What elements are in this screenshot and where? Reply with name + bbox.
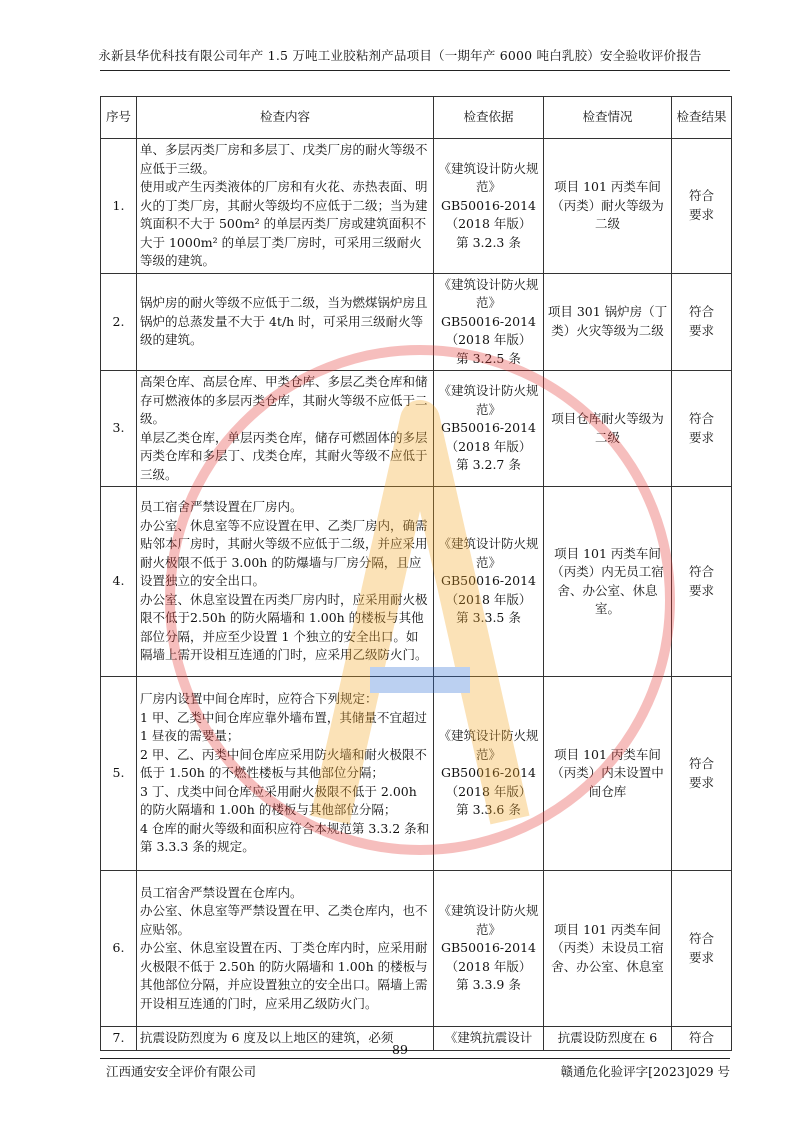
check-result: [672, 487, 732, 677]
check-basis-text: GB50016-2014: [441, 197, 536, 213]
check-basis-text: 第 3.2.5 条: [456, 350, 521, 366]
check-status: [544, 871, 672, 1027]
check-status-text: 项目 101 丙类车间（丙类）内无员工宿舍、办公室、休息室。: [551, 545, 664, 616]
check-basis-text: 《建筑抗震设计: [444, 1030, 533, 1046]
check-content-text: 1 甲、乙类中间仓库应靠外墙布置，其储量不宜超过 1 昼夜的需要量；: [140, 709, 427, 744]
check-basis-text: GB50016-2014: [441, 313, 536, 329]
col-header-content: 检查内容: [137, 97, 434, 139]
col-header-status: 检查情况: [544, 97, 672, 139]
check-basis-text: （2018 年版）: [445, 783, 532, 799]
check-basis-text: GB50016-2014: [441, 573, 536, 589]
check-basis: [434, 871, 544, 1027]
check-content-text: 办公室、休息室等不应设置在甲、乙类厂房内，确需贴邻本厂房时，其耐火等级不应低于二级，并应采用耐火极限不低于 3.00h 的防爆墙与厂房分隔，且应设置独立的安全出口。: [140, 517, 428, 589]
check-result-text: 要求: [688, 774, 714, 790]
footer-divider: [100, 1058, 730, 1059]
check-result-text: 符合: [688, 188, 714, 204]
check-basis: [434, 677, 544, 871]
check-basis-text: （2018 年版）: [445, 958, 532, 974]
check-result: [672, 677, 732, 871]
check-content-text: 办公室、休息室设置在丙类厂房内时，应采用耐火极限不低于2.50h 的防火隔墙和 1.00h 的楼板与其他部位分隔，并应至少设置 1 个独立的安全出口。如隔墙上需开设相互连通的门时，应采用乙级防火门。: [140, 591, 428, 663]
check-basis-text: （2018 年版）: [445, 591, 532, 607]
row-number: 7.: [101, 1027, 137, 1051]
check-content-text: 4 仓库的耐火等级和面积应符合本规范第 3.3.2 条和第 3.3.3 条的规定。: [140, 820, 430, 855]
check-content: [137, 139, 434, 274]
check-result-text: 要求: [688, 582, 714, 598]
header-divider: [100, 70, 730, 71]
check-basis-text: 《建筑设计防火规范》: [438, 383, 539, 417]
check-result-text: 要求: [688, 322, 714, 338]
check-basis-text: 《建筑设计防火规范》: [438, 903, 539, 937]
check-content-text: 3 丁、戊类中间仓库应采用耐火极限不低于 2.00h 的防火隔墙和 1.00h 的楼板与其他部位分隔；: [140, 783, 417, 818]
check-content-text: 单、多层丙类厂房和多层丁、戊类厂房的耐火等级不应低于三级。: [140, 142, 428, 176]
footer-company: 江西通安安全评价有限公司: [106, 1064, 257, 1079]
check-basis: [434, 371, 544, 487]
check-basis-text: 《建筑设计防火规范》: [438, 276, 539, 310]
check-content-text: 办公室、休息室等严禁设置在甲、乙类仓库内，也不应贴邻。: [140, 903, 428, 937]
check-content-text: 锅炉房的耐火等级不应低于二级，当为燃煤锅炉房且锅炉的总蒸发量不大于 4t/h 时，可采用三级耐火等级的建筑。: [140, 295, 428, 347]
check-basis-text: 《建筑设计防火规范》: [438, 536, 539, 570]
check-status-text: 项目 101 丙类车间（丙类）内未设置中间仓库: [551, 746, 664, 799]
check-status: [544, 487, 672, 677]
check-result-text: 要求: [688, 949, 714, 965]
check-result-text: 要求: [688, 206, 714, 222]
check-content-text: 使用或产生丙类液体的厂房和有火花、赤热表面、明火的丁类厂房，其耐火等级均不应低于二级；当为建筑面积不大于 500m² 的单层丙类厂房或建筑面积不大于 1000m² 的单层丁类厂房时，可采用三级耐火等级的建筑。: [140, 179, 428, 268]
check-basis-text: 第 3.3.9 条: [456, 977, 521, 993]
check-status: [544, 139, 672, 274]
col-header-basis: 检查依据: [434, 97, 544, 139]
check-content: [137, 677, 434, 871]
check-content: [137, 273, 434, 371]
check-basis: [434, 273, 544, 371]
check-basis: [434, 487, 544, 677]
check-result-text: 符合: [688, 756, 714, 771]
check-status-text: 抗震设防烈度在 6: [557, 1030, 658, 1046]
row-number: 3.: [101, 371, 137, 487]
check-basis-text: GB50016-2014: [441, 765, 536, 781]
check-status: [544, 273, 672, 371]
check-basis-text: 第 3.3.5 条: [456, 610, 521, 626]
check-result-text: 符合: [688, 564, 714, 579]
row-number: 2.: [101, 273, 137, 371]
check-result-text: 符合: [688, 1030, 714, 1046]
check-result: [672, 139, 732, 274]
check-basis-text: GB50016-2014: [441, 420, 536, 436]
table-row: [101, 677, 732, 871]
check-content-text: 厂房内设置中间仓库时，应符合下列规定：: [140, 691, 378, 707]
row-number: 4.: [101, 487, 137, 677]
check-status-text: 项目 101 丙类车间（丙类）未设员工宿舍、办公室、休息室: [551, 921, 664, 974]
check-basis: [434, 139, 544, 274]
table-row: [101, 871, 732, 1027]
check-content: [137, 871, 434, 1027]
check-result-text: 符合: [688, 304, 714, 320]
col-header-no: 序号: [101, 97, 137, 139]
table-row: [101, 371, 732, 487]
col-header-result: 检查结果: [672, 97, 732, 139]
check-content-text: 单层乙类仓库，单层丙类仓库，储存可燃固体的多层丙类仓库和多层丁、戊类仓库，其耐火等级不应低于三级。: [140, 429, 428, 482]
check-result: [672, 371, 732, 487]
check-basis-text: （2018 年版）: [445, 438, 532, 454]
check-basis-text: 第 3.2.7 条: [456, 457, 521, 473]
check-basis-text: （2018 年版）: [445, 332, 532, 347]
check-status-text: 项目仓库耐火等级为二级: [551, 411, 664, 445]
row-number: 6.: [101, 871, 137, 1027]
table-header-row: [101, 97, 732, 139]
check-basis-text: 第 3.3.6 条: [456, 802, 521, 818]
report-header-title: 永新县华优科技有限公司年产 1.5 万吨工业胶粘剂产品项目（一期年产 6000 吨白乳胶）安全验收评价报告: [98, 48, 702, 63]
check-result-text: 要求: [688, 429, 714, 445]
check-result-text: 符合: [688, 411, 714, 426]
table-row: [101, 273, 732, 371]
table-row: [101, 487, 732, 677]
check-status: [544, 677, 672, 871]
check-status: [544, 371, 672, 487]
check-basis-text: （2018 年版）: [445, 216, 532, 231]
check-status-text: 项目 101 丙类车间（丙类）耐火等级为二级: [551, 179, 664, 231]
row-number: 5.: [101, 677, 137, 871]
inspection-table: [100, 96, 732, 1051]
check-result-text: 符合: [688, 931, 714, 946]
check-content-text: 员工宿舍严禁设置在厂房内。: [140, 499, 303, 515]
check-basis-text: GB50016-2014: [441, 940, 536, 956]
footer-doc-number: 赣通危化验评字[2023]029 号: [560, 1064, 730, 1079]
check-result: [672, 273, 732, 371]
table-row: [101, 139, 732, 274]
check-content: [137, 371, 434, 487]
check-content-text: 高架仓库、高层仓库、甲类仓库、多层乙类仓库和储存可燃液体的多层丙类仓库，其耐火等级不应低于二级。: [140, 374, 428, 426]
check-content-text: 办公室、休息室设置在丙、丁类仓库内时，应采用耐火极限不低于 2.50h 的防火隔墙和 1.00h 的楼板与其他部位分隔，并应设置独立的安全出口。隔墙上需开设相互连通的门时，应采用乙级防火门。: [140, 940, 428, 1011]
check-content-text: 抗震设防烈度为 6 度及以上地区的建筑，必须: [140, 1030, 394, 1046]
check-content-text: 员工宿舍严禁设置在仓库内。: [140, 884, 303, 900]
check-basis-text: 《建筑设计防火规范》: [438, 728, 539, 762]
row-number: 1.: [101, 139, 137, 274]
check-status-text: 项目 301 锅炉房（丁类）火灾等级为二级: [547, 304, 668, 338]
check-basis-text: 《建筑设计防火规范》: [438, 160, 539, 194]
page-number: 89: [392, 1042, 408, 1057]
check-content: [137, 487, 434, 677]
check-content-text: 2 甲、乙、丙类中间仓库应采用防火墙和耐火极限不低于 1.50h 的不燃性楼板与其他部位分隔；: [140, 746, 427, 781]
check-basis-text: 第 3.2.3 条: [456, 234, 521, 250]
check-result: [672, 871, 732, 1027]
